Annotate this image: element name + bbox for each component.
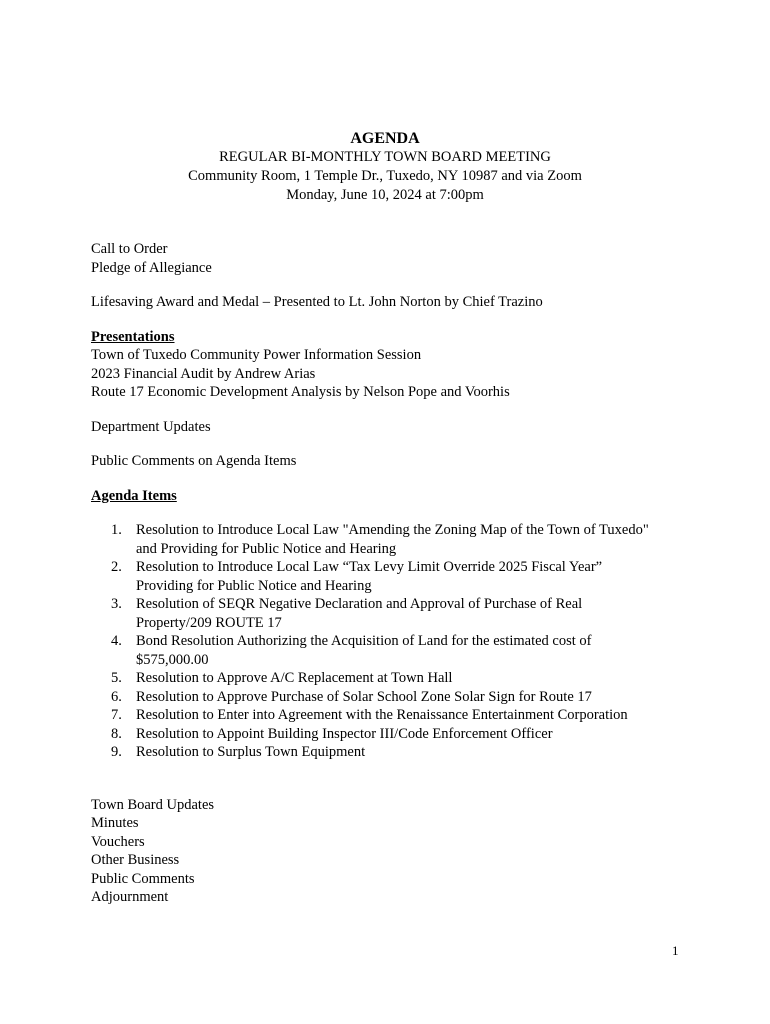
- agenda-items-list: [91, 521, 691, 762]
- presentation-item: Town of Tuxedo Community Power Information Session: [91, 347, 422, 363]
- call-to-order: Call to Order: [91, 241, 168, 257]
- presentation-item: Route 17 Economic Development Analysis by Nelson Pope and Voorhis: [91, 384, 510, 400]
- adjournment: Adjournment: [91, 889, 169, 905]
- agenda-item-text: Resolution to Enter into Agreement with the Renaissance Entertainment Corporation: [136, 707, 628, 723]
- agenda-item-text: Property/209 ROUTE 17: [136, 614, 282, 631]
- agenda-items-heading: Agenda Items: [91, 487, 177, 504]
- agenda-item: [91, 595, 691, 632]
- agenda-item-text: Resolution to Surplus Town Equipment: [136, 744, 366, 760]
- presentations-heading: Presentations: [91, 328, 175, 345]
- agenda-item-text: Resolution to Approve A/C Replacement at Town Hall: [136, 670, 453, 686]
- agenda-item-number: 6.: [111, 688, 122, 705]
- meeting-name: REGULAR BI-MONTHLY TOWN BOARD MEETING: [219, 149, 551, 165]
- agenda-item: [91, 632, 691, 669]
- agenda-item-text: Resolution to Appoint Building Inspector III/Code Enforcement Officer: [136, 725, 553, 742]
- agenda-item: [91, 521, 691, 558]
- agenda-item-text: $575,000.00: [136, 651, 209, 668]
- public-comments-agenda-items: Public Comments on Agenda Items: [91, 453, 297, 469]
- page-number: 1: [672, 943, 679, 958]
- department-updates: Department Updates: [91, 418, 211, 435]
- agenda-item: [91, 669, 691, 688]
- agenda-item: [91, 743, 691, 762]
- public-comments: Public Comments: [91, 870, 195, 887]
- presentation-item: 2023 Financial Audit by Andrew Arias: [91, 365, 316, 382]
- agenda-body: [91, 240, 691, 907]
- agenda-item-number: 5.: [111, 670, 122, 686]
- agenda-item-number: 1.: [111, 522, 122, 538]
- agenda-item-number: 7.: [111, 707, 122, 723]
- agenda-item-text: Bond Resolution Authorizing the Acquisition of Land for the estimated cost of: [136, 633, 592, 649]
- agenda-item-text: Resolution to Introduce Local Law "Amending the Zoning Map of the Town of Tuxedo": [136, 522, 649, 538]
- vouchers: Vouchers: [91, 833, 145, 850]
- agenda-item-text: Resolution of SEQR Negative Declaration and Approval of Purchase of Real: [136, 596, 583, 612]
- agenda-item-number: 2.: [111, 559, 122, 575]
- agenda-item: [91, 558, 691, 595]
- lifesaving-award: Lifesaving Award and Medal – Presented to Lt. John Norton by Chief Trazino: [91, 294, 543, 310]
- agenda-item-text: Providing for Public Notice and Hearing: [136, 577, 372, 594]
- agenda-item-number: 4.: [111, 633, 122, 649]
- meeting-location: Community Room, 1 Temple Dr., Tuxedo, NY 10987 and via Zoom: [188, 168, 582, 184]
- agenda-title: AGENDA: [350, 130, 420, 147]
- agenda-item: [91, 725, 691, 744]
- agenda-header: [0, 129, 770, 205]
- other-business: Other Business: [91, 852, 180, 868]
- agenda-item-number: 3.: [111, 596, 122, 612]
- agenda-item: [91, 706, 691, 725]
- agenda-item-text: Resolution to Approve Purchase of Solar School Zone Solar Sign for Route 17: [136, 688, 592, 705]
- meeting-date: Monday, June 10, 2024 at 7:00pm: [286, 187, 484, 203]
- minutes: Minutes: [91, 815, 139, 831]
- agenda-item-text: Resolution to Introduce Local Law “Tax Levy Limit Override 2025 Fiscal Year”: [136, 559, 603, 575]
- agenda-item-number: 9.: [111, 744, 122, 760]
- agenda-item-text: and Providing for Public Notice and Hearing: [136, 540, 397, 557]
- town-board-updates: Town Board Updates: [91, 796, 215, 813]
- pledge-of-allegiance: Pledge of Allegiance: [91, 259, 212, 276]
- agenda-item-number: 8.: [111, 725, 122, 742]
- agenda-item: [91, 688, 691, 707]
